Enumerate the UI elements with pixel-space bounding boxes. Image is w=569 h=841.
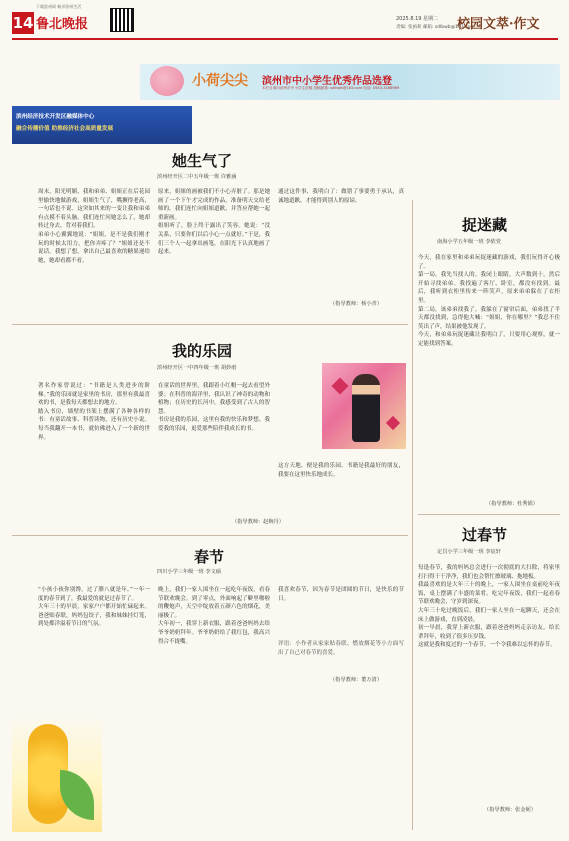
section-divider xyxy=(12,535,408,536)
article-title-festival: 过春节 xyxy=(462,526,508,544)
article-body-paradise-col1 xyxy=(38,382,150,522)
paragraph: 我最喜欢的是大年三十的晚上，一家人围坐在桌前吃年夜饭，桌上摆满了丰盛的菜肴。吃完年夜饭，我们一起看春节联欢晚会，守岁到深夜。 xyxy=(418,582,560,606)
paragraph: 著名作家曾说过：“书籍是人类进步的阶梯。”我的乐园就是家里的书房，那里有我最喜欢的书，是我每天都想去的地方。 xyxy=(38,383,150,407)
ad-line-1: 滨州经济技术开发区融媒体中心 xyxy=(16,114,95,120)
article-body-sister-col3 xyxy=(278,188,404,298)
paragraph: 原来，姐姐的画被我们不小心弄脏了。那是她画了一个下午才完成的作品，准备明天交给老师的。我们连忙向姐姐道歉，并答应帮她一起重新画。 xyxy=(158,189,270,221)
article-body-festival xyxy=(418,564,560,800)
column-divider xyxy=(412,200,413,830)
article-body-spring-col1 xyxy=(38,586,150,712)
issue-date: 2025.8.19 星期二 xyxy=(396,16,439,22)
newspaper-name: 鲁北晚报 xyxy=(36,17,89,32)
article-body-spring-col3 xyxy=(278,586,404,636)
teacher-credit-festival: （指导教师：张金妮） xyxy=(484,807,536,813)
banner-note: 本栏目面向滨州市中小学生征稿 投稿邮箱: sdlbwb@163.com 电话: 0543-3168969 xyxy=(262,86,400,90)
paragraph: 第二局，该弟弟找我了。我躲在了窗帘后面，弟弟找了半天都没找到，急得他大喊：“姐姐，你在哪里？”我忍不住笑出了声，结果被他发现了。 xyxy=(418,306,560,330)
paragraph: 大年三十的早晨，家家户户都开始忙碌起来。爸爸贴春联，妈妈包饺子，我和妹妹挂灯笼，到处都洋溢着节日的气氛。 xyxy=(38,604,150,628)
article-byline-hide: 南海小学五年级一班 李依萱 xyxy=(437,239,501,245)
article-body-paradise-col2 xyxy=(158,382,270,522)
section-divider xyxy=(418,514,560,515)
teacher-credit-paradise: （指导教师：赵婉丹） xyxy=(232,519,284,525)
header-slogan: 下载滨州网 畅享滨州生活 xyxy=(36,4,82,9)
article-body-paradise-col3 xyxy=(278,462,404,516)
paragraph: 书房是我的乐园，这里有我的快乐和梦想。我爱我的乐园，更爱那些陪伴我成长的书。 xyxy=(158,417,270,432)
banner-subtitle: 滨州市中小学生优秀作品选登 xyxy=(262,76,392,87)
paragraph: 踏入书房，墙壁的书架上摆满了各种各样的书：有童话故事、科普读物，还有历史小说。每当我翻开一本书，就仿佛进入了一个新的世界。 xyxy=(38,408,150,441)
paragraph: 晚上，我们一家人围坐在一起吃年夜饭，看春节联欢晚会。到了零点，外面响起了噼里啪啦的鞭炮声，天空中绽放着五颜六色的烟花，美丽极了。 xyxy=(158,587,270,619)
paragraph: 大年初一，我穿上新衣服，跟着爸爸妈妈去给爷爷奶奶拜年。爷爷奶奶给了我红包，我高兴得合不拢嘴。 xyxy=(158,621,270,645)
article-body-sister-col1 xyxy=(38,188,150,320)
page-number: 14 xyxy=(12,14,34,32)
article-title-sister: 她生气了 xyxy=(172,152,233,170)
column-title: 校园文萃·作文 xyxy=(457,17,540,32)
section-divider xyxy=(12,324,408,325)
paragraph: 通过这件事，我明白了：做错了事要勇于承认，真诚地道歉，才能得到别人的原谅。 xyxy=(278,189,404,204)
header-divider xyxy=(12,38,558,40)
student-figure xyxy=(352,374,380,442)
teacher-credit-sister: （指导教师：杨小青） xyxy=(330,301,382,307)
article-body-sister-col2 xyxy=(158,188,270,320)
article-byline-spring: 四川小学三年级一班 李文硕 xyxy=(157,569,221,575)
banner-title: 小荷尖尖 xyxy=(192,73,248,89)
article-byline-sister: 滨州经开区二中五年级一班 许雅涵 xyxy=(157,174,237,180)
paragraph: 弟弟小心翼翼地说：“姐姐，是不是我们刚才玩的时候太用力，把你弄疼了？”姐姐还是不说话。我想了想，拿出自己最喜欢的糖果递给她，她却看都不看。 xyxy=(38,231,150,264)
paragraph: 今天，和弟弟玩捉迷藏让我明白了，只要用心观察，就一定能找到答案。 xyxy=(418,332,560,347)
paragraph: 姐姐听了，脸上终于露出了笑容。她说：“没关系，只要你们以后小心一点就好。”于是，我们三个人一起拿出画笔，在阳光下认真地画了起来。 xyxy=(158,223,270,256)
article-byline-paradise: 滨州经开区一中四年级一班 胡妙雨 xyxy=(157,365,237,371)
paragraph: 每逢春节，我的妈妈总会进行一次彻底的大扫除，将家里打扫得干干净净，我们也会帮忙擦玻璃、拖地板。 xyxy=(418,565,560,580)
paragraph: 这就是我和度过的一个春节，一个令我难以忘怀的春节。 xyxy=(418,642,556,649)
article-title-hide: 捉迷藏 xyxy=(462,216,508,234)
ad-line-2: 融合传播价值 助推经济社会高质量发展 xyxy=(16,126,114,132)
teacher-credit-hide: （指导教师：杜秀娟） xyxy=(486,501,538,507)
paragraph: 这方天地，便是我的乐园。书籍是我最好的朋友，我要在这里快乐地成长。 xyxy=(278,463,404,478)
paragraph: 初一早晨，我穿上新衣服，跟着爸爸妈妈走亲访友，给长辈拜年，收到了很多压岁钱。 xyxy=(418,625,560,640)
article-title-spring: 春节 xyxy=(194,548,225,566)
article-review-spring: 评语：小作者从家家贴春联、燃放烟花等小方面写出了自己对春节的喜爱。 xyxy=(278,641,404,656)
paragraph: 今天，我在家里和弟弟玩捉迷藏的游戏，我们玩得开心极了。 xyxy=(418,255,560,270)
paragraph: 我喜欢春节，因为春节是团圆的节日，是快乐的节日。 xyxy=(278,587,404,602)
lotus-icon xyxy=(150,66,184,96)
article-byline-festival: 定昌小学三年级一班 李宸轩 xyxy=(437,549,501,555)
article-title-paradise: 我的乐园 xyxy=(172,342,233,360)
paragraph: 第一局，我先当找人的。我闭上眼睛，大声数到十，然后开始寻找弟弟。我找遍了客厅、卧室，都没有找到。最后，我听到衣柜里传来一阵笑声，原来弟弟躲在了衣柜里。 xyxy=(418,272,560,304)
paragraph: 周末，阳光明媚，我和弟弟、姐姐正在后花园里愉快地做游戏，姐姐生气了，嘴撅得老高，一句话也不说。这突如其来的一变让我和弟弟有点摸不着头脑。我们连忙问她怎么了，她却转过身去，背对着我们。 xyxy=(38,189,150,230)
paragraph: 大年三十吃过晚饭后，我们一家人坐在一起聊天，还会在床上做游戏，直到凌晨。 xyxy=(418,607,560,623)
article-body-hide xyxy=(418,254,560,494)
qr-code-icon xyxy=(110,8,134,32)
teacher-credit-spring: （指导教师：董万清） xyxy=(330,677,382,683)
editor-line: 责编: 张函莉 邮箱: sdlbwb@163.com xyxy=(396,25,475,30)
paragraph: “小孩小孩你别馋，过了腊八就是年。”一年一度的春节到了，我最爱的就是过春节了。 xyxy=(38,587,150,602)
paragraph: 在童话的世界里，我跟着小红帽一起去看望外婆；在科普的海洋里，我认识了神奇的动物和植物；在历史的长河中，我感受到了古人的智慧。 xyxy=(158,383,270,415)
article-body-spring-col2 xyxy=(158,586,270,712)
